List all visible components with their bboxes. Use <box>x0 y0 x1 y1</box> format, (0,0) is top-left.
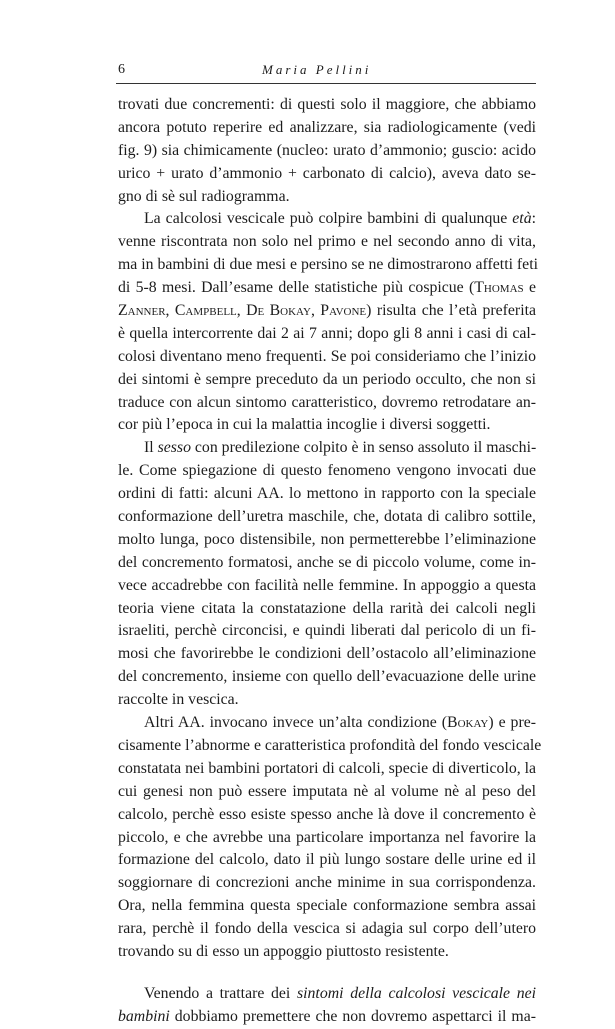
text-run: mosi che favorirebbe le condizioni dell’ostacolo all’eliminazione <box>118 645 536 663</box>
text-run: rara, perchè il fondo della vescica si adagia sul corpo dell’utero <box>118 920 536 938</box>
text-run: Thomas <box>474 279 524 297</box>
text-run: Venendo a trattare dei <box>144 984 297 1002</box>
page-number: 6 <box>118 62 125 77</box>
text-line <box>118 895 536 918</box>
text-line <box>118 208 536 231</box>
body-text <box>118 94 542 1029</box>
text-run: traduce con alcun sintomo caratteristico, dovremo retrodatare an- <box>118 393 536 411</box>
text-line <box>118 346 536 369</box>
text-run: trovando su di esso un appoggio piuttosto resistente. <box>118 942 449 960</box>
text-line <box>118 300 536 323</box>
text-line <box>118 94 536 117</box>
text-run: cisamente l’abnorme e caratteristica profondità del fondo vescicale <box>118 736 542 754</box>
text-run: Zanner, Campbell, De Bokay, Pavone <box>118 302 367 320</box>
text-run: piccolo, e che avrebbe una particolare importanza nel favorire la <box>118 828 536 846</box>
text-run: e <box>523 279 536 297</box>
text-run: ma in bambini di due mesi e persino se ne dimostrarono affetti feti <box>118 256 538 274</box>
text-run: Bokay <box>447 714 489 732</box>
text-line <box>118 117 536 140</box>
text-run: ancora potuto reperire ed analizzare, sia radiologicamente (vedi <box>118 118 536 136</box>
text-line <box>118 689 536 712</box>
text-line <box>118 460 536 483</box>
text-line <box>118 369 536 392</box>
text-line <box>118 758 536 781</box>
text-run: colosi diventano meno frequenti. Se poi consideriamo che l’inizio <box>118 347 536 365</box>
paragraph-gap <box>118 964 536 983</box>
text-run: formazione del calcolo, dato il più lungo sostare delle urine ed il <box>118 851 536 869</box>
text-run: : <box>531 210 536 228</box>
text-run: sintomi della calcolosi vescicale nei <box>297 984 536 1002</box>
text-run: fig. 9) sia chimicamente (nucleo: urato d’ammonio; guscio: acido <box>118 141 536 159</box>
text-line <box>118 140 536 163</box>
text-line <box>118 186 536 209</box>
text-run: cor più l’epoca in cui la malattia incoglie i diversi soggetti. <box>118 416 491 434</box>
text-run: constatata nei bambini portatori di calcoli, specie di diverticolo, la <box>118 759 537 777</box>
text-line <box>118 666 536 689</box>
text-line <box>118 552 536 575</box>
text-run: Ora, nella femmina questa speciale conformazione sembra assai <box>118 897 536 915</box>
text-line <box>118 620 536 643</box>
text-run: ordini di fatti: alcuni AA. lo mettono in rapporto con la speciale <box>118 485 536 503</box>
text-run: La calcolosi vescicale può colpire bambini di qualunque <box>144 210 513 228</box>
text-run: molto lunga, poco distensibile, non permetterebbe l’eliminazione <box>118 530 536 548</box>
text-run: vece accadrebbe con facilità nelle femmine. In appoggio a questa <box>118 576 536 594</box>
text-run: Altri AA. invocano invece un’alta condizione ( <box>144 714 448 732</box>
header-rule <box>116 83 536 84</box>
text-line <box>118 254 536 277</box>
text-run: israeliti, perchè circoncisi, e quindi liberati dal pericolo di un fi- <box>118 622 536 640</box>
text-line <box>118 392 536 415</box>
text-line <box>118 849 536 872</box>
text-run: soggiornare di concrezioni anche minime in sua corrispondenza. <box>118 874 536 892</box>
text-line <box>118 918 536 941</box>
text-run: venne riscontrata non solo nel primo e nel secondo anno di vita, <box>118 233 536 251</box>
text-line <box>118 163 536 186</box>
text-line <box>118 941 536 964</box>
text-run: del concremento, insieme con quello dell’evacuazione delle urine <box>118 668 536 686</box>
text-line <box>118 781 536 804</box>
text-line <box>118 575 536 598</box>
text-run: le. Come spiegazione di questo fenomeno vengono invocati due <box>118 462 536 480</box>
text-run: è quella intercorrente dai 2 ai 7 anni; dopo gli 8 anni i casi di cal- <box>118 324 536 342</box>
text-line <box>118 827 536 850</box>
text-run: cui genesi non può essere imputata nè al volume nè al peso del <box>118 782 536 800</box>
text-run: dobbiamo premettere che non dovremo aspettarci il ma- <box>169 1007 536 1025</box>
text-line <box>118 506 536 529</box>
text-line <box>118 872 536 895</box>
text-run: dei sintomi è sempre preceduto da un periodo occulto, che non si <box>118 370 536 388</box>
text-line <box>118 712 536 735</box>
text-run: calcolo, perchè esso esiste spesso anche là dove il concremento è <box>118 805 536 823</box>
text-line <box>118 643 536 666</box>
text-run: ) risulta che l’età preferita <box>366 302 536 320</box>
text-run: con predilezione colpito è in senso assoluto il maschi- <box>190 439 537 457</box>
text-run: età <box>512 210 532 228</box>
text-line <box>118 414 536 437</box>
text-run: conformazione dell’uretra maschile, che, dotata di calibro sottile, <box>118 508 536 526</box>
text-run: gno di sè sul radiogramma. <box>118 187 290 205</box>
text-run: Il <box>144 439 158 457</box>
text-run: trovati due concrementi: di questi solo il maggiore, che abbiamo <box>118 96 536 113</box>
text-run: sesso <box>157 439 191 457</box>
text-run: del concremento formatosi, anche se di piccolo volume, come in- <box>118 553 536 571</box>
text-run: bambini <box>118 1007 170 1025</box>
text-run: raccolte in vescica. <box>118 691 239 709</box>
text-line <box>118 735 542 758</box>
text-line <box>118 983 536 1006</box>
text-line <box>118 598 536 621</box>
text-run: urico + urato d’ammonio + carbonato di calcio), aveva dato se- <box>118 164 536 182</box>
text-line <box>118 231 536 254</box>
text-line <box>118 1006 536 1029</box>
text-line <box>118 277 536 300</box>
text-run: di 5-8 mesi. Dall’esame delle statistiche più cospicue ( <box>118 279 475 297</box>
text-line <box>118 483 536 506</box>
text-run: teoria viene citata la constatazione della rarità dei calcoli negli <box>118 599 536 617</box>
text-line <box>118 323 536 346</box>
text-line <box>118 437 536 460</box>
text-line <box>118 529 536 552</box>
text-line <box>118 804 536 827</box>
running-title: Maria Pellini <box>262 62 372 77</box>
text-run: ) e pre- <box>488 714 536 732</box>
